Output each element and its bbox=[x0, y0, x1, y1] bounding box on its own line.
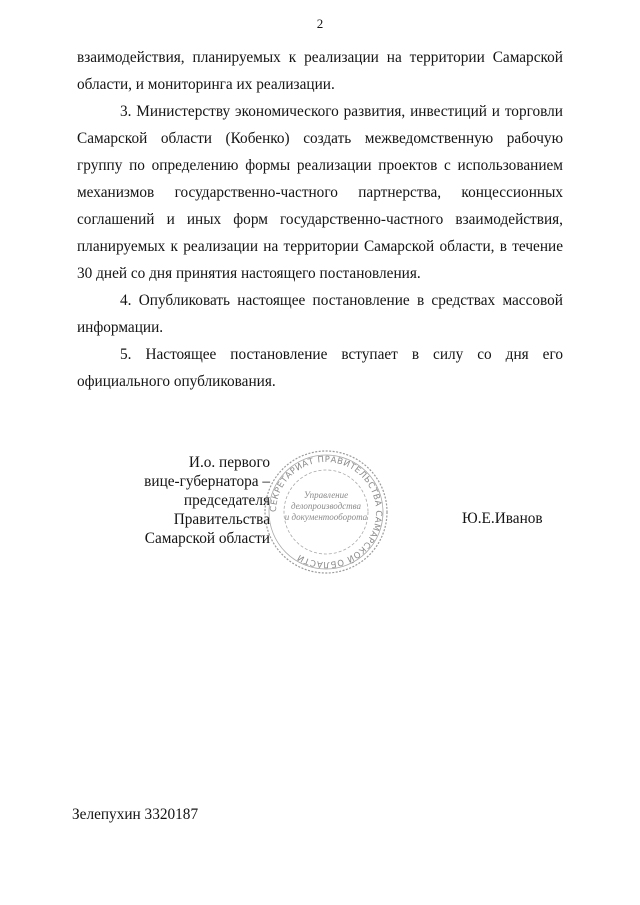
seal-ring-text: СЕКРЕТАРИАТ ПРАВИТЕЛЬСТВА САМАРСКОЙ ОБЛАСТИ bbox=[268, 454, 384, 570]
seal-center-line: делопроизводства bbox=[290, 501, 362, 511]
seal-center-line: Управление bbox=[303, 490, 349, 500]
signature-title-line: И.о. первого bbox=[188, 454, 270, 471]
document-body bbox=[77, 44, 563, 395]
signature-title-line: Самарской области bbox=[144, 530, 270, 547]
official-seal bbox=[262, 448, 390, 576]
seal-center-text bbox=[284, 490, 368, 523]
paragraph-3: 3. Министерству экономического развития, инвестиций и торговли Самарской области (Кобенко) создать межведомственную рабочую группу по определению формы реализации проектов с использованием механизмов государственно-частного партнерства, концессионных соглашений и иных форм государственно-частного взаимодействия, планируемых к реализации на территории Самарской области, в течение 30 дней со дня принятия настоящего постановления. bbox=[77, 103, 563, 282]
seal-center-line: и документооборота bbox=[284, 512, 368, 522]
paragraph-5: 5. Настоящее постановление вступает в силу со дня его официального опубликования. bbox=[77, 346, 563, 390]
signature-block bbox=[90, 453, 270, 548]
executor-footer: Зелепухин 3320187 bbox=[72, 806, 199, 823]
signature-title-line: председателя Правительства bbox=[173, 492, 270, 528]
paragraph-continuation: взаимодействия, планируемых к реализации на территории Самарской области, и мониторинга их реализации. bbox=[77, 49, 563, 93]
page-number: 2 bbox=[316, 16, 324, 31]
signature-title-line: вице-губернатора – bbox=[144, 473, 270, 490]
signer-name: Ю.Е.Иванов bbox=[462, 510, 543, 527]
paragraph-4: 4. Опубликовать настоящее постановление в средствах массовой информации. bbox=[77, 292, 563, 336]
